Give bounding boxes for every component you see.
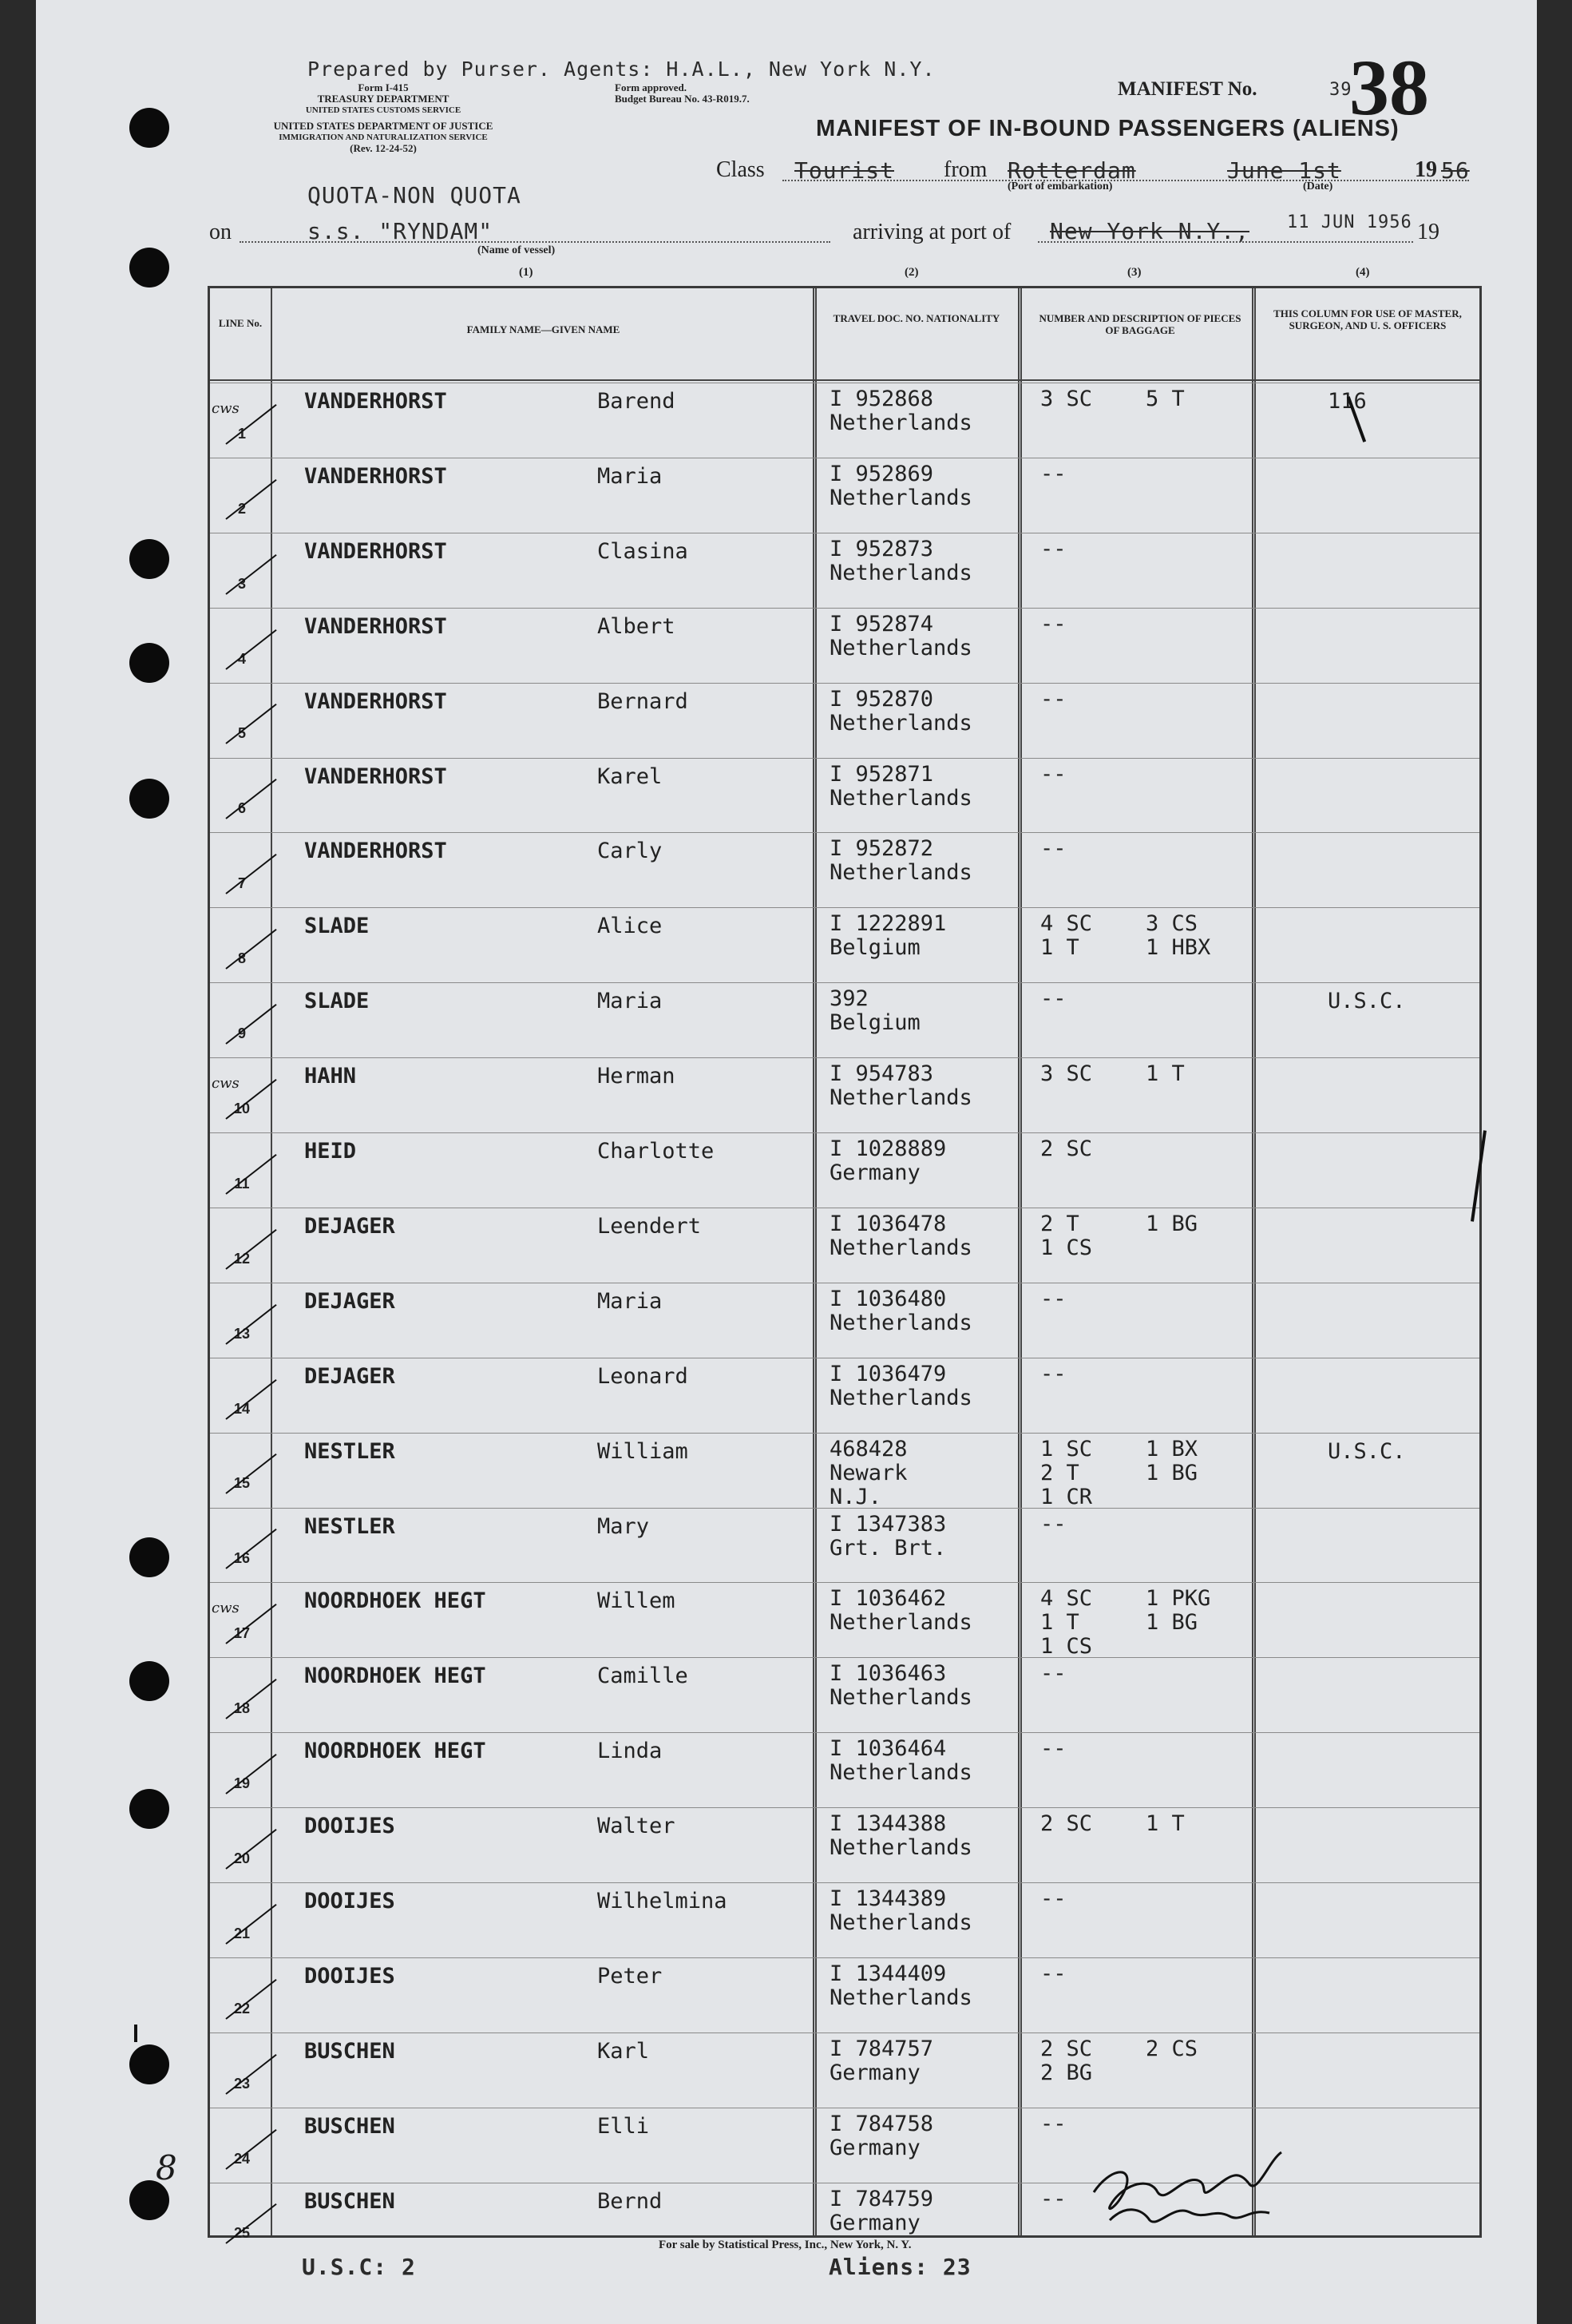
year-value: 56 xyxy=(1441,157,1470,184)
baggage-pieces-extra: 5 T xyxy=(1146,387,1185,411)
row-divider xyxy=(210,1582,1479,1583)
line-number: 6 xyxy=(237,800,246,817)
punch-hole xyxy=(129,2044,169,2084)
row-margin-note: cws xyxy=(212,399,240,417)
baggage-pieces: -- xyxy=(1040,1886,1067,1911)
arrival-port: New York N.Y., xyxy=(1050,218,1250,244)
baggage-pieces: -- xyxy=(1040,686,1067,712)
class-label: Class xyxy=(716,157,765,182)
travel-doc-number: I 784759 xyxy=(830,2186,934,2211)
travel-doc-number: I 784757 xyxy=(830,2036,934,2061)
given-name: Mary xyxy=(597,1513,650,1539)
travel-doc-number: I 952868 xyxy=(830,387,934,411)
given-name: Albert xyxy=(597,613,675,639)
manifest-title: MANIFEST OF IN-BOUND PASSENGERS (ALIENS) xyxy=(816,116,1400,141)
family-name: DEJAGER xyxy=(304,1363,395,1389)
nationality: Netherlands xyxy=(830,1235,972,1260)
embarkation-caption: (Port of embarkation) xyxy=(1008,180,1113,192)
family-name: DEJAGER xyxy=(304,1288,395,1314)
col-header-officers: THIS COLUMN FOR USE OF MASTER, SURGEON, AND U. S. OFFICERS xyxy=(1273,307,1462,331)
nationality: Netherlands xyxy=(830,1385,972,1410)
baggage-pieces: 2 SC xyxy=(1040,1811,1093,1837)
family-name: HEID xyxy=(304,1139,357,1164)
baggage-pieces: 4 SC 1 T 1 CS xyxy=(1040,1586,1093,1660)
travel-doc-number: I 952872 xyxy=(830,836,934,862)
punch-hole xyxy=(129,108,169,148)
passenger-row xyxy=(210,1957,1479,2033)
travel-doc-number: I 952873 xyxy=(830,536,934,561)
passenger-row xyxy=(210,533,1479,608)
line-number: 16 xyxy=(233,1550,251,1567)
family-name: VANDERHORST xyxy=(304,688,447,714)
ins-service: IMMIGRATION AND NATURALIZATION SERVICE xyxy=(279,133,488,142)
punch-hole xyxy=(129,1789,169,1829)
vessel-caption: (Name of vessel) xyxy=(477,244,556,256)
nationality: Netherlands xyxy=(830,560,972,585)
family-name: VANDERHORST xyxy=(304,538,447,564)
family-name: DEJAGER xyxy=(304,1213,395,1239)
travel-doc-number: I 952874 xyxy=(830,611,934,637)
col-header-baggage: NUMBER AND DESCRIPTION OF PIECES OF BAGGAGE xyxy=(1039,312,1241,336)
family-name: BUSCHEN xyxy=(304,2113,395,2139)
family-name: NOORDHOEK HEGT xyxy=(304,1588,486,1614)
baggage-pieces: -- xyxy=(1040,2111,1067,2136)
line-number: 12 xyxy=(233,1250,251,1267)
punch-hole xyxy=(129,643,169,683)
row-divider xyxy=(210,1957,1479,1958)
passenger-row xyxy=(210,1208,1479,1283)
baggage-pieces-extra: 1 BX 1 BG xyxy=(1146,1436,1198,1485)
given-name: Carly xyxy=(597,839,663,864)
line-number: 11 xyxy=(234,1175,250,1192)
family-name: NOORDHOEK HEGT xyxy=(304,1664,486,1689)
baggage-pieces: 2 SC 2 BG xyxy=(1040,2036,1093,2085)
travel-doc-number: I 1344388 xyxy=(830,1811,947,1837)
baggage-pieces: 4 SC 1 T xyxy=(1040,911,1093,961)
aliens-count: Aliens: 23 xyxy=(829,2254,972,2280)
travel-doc-cell xyxy=(830,1812,972,1860)
travel-doc-number: I 1036479 xyxy=(830,1361,947,1386)
baggage-pieces: -- xyxy=(1040,461,1067,486)
prepared-by-line: Prepared by Purser. Agents: H.A.L., New York N.Y. xyxy=(307,58,936,81)
nationality: Netherlands xyxy=(830,1685,972,1711)
family-name: VANDERHORST xyxy=(304,463,447,489)
travel-doc-cell xyxy=(830,837,972,885)
travel-doc-cell xyxy=(830,537,972,585)
line-number: 20 xyxy=(233,1850,251,1866)
header-divider xyxy=(210,379,1479,381)
vessel-name: s.s. "RYNDAM" xyxy=(307,218,493,244)
from-label: from xyxy=(944,157,988,182)
row-divider xyxy=(210,1807,1479,1808)
officer-signature xyxy=(1078,2144,1317,2232)
family-name: NOORDHOEK HEGT xyxy=(304,1739,486,1764)
passenger-row xyxy=(210,1882,1479,1957)
baggage-pieces: 2 T 1 CS xyxy=(1040,1211,1093,1260)
col-number-3: (3) xyxy=(1127,266,1142,279)
nationality: Netherlands xyxy=(830,1760,972,1786)
baggage-pieces: -- xyxy=(1040,1661,1067,1687)
family-name: DOOIJES xyxy=(304,1889,395,1914)
given-name: William xyxy=(597,1438,688,1464)
nationality: Netherlands xyxy=(830,635,972,660)
family-name: VANDERHORST xyxy=(304,389,447,414)
row-divider xyxy=(210,758,1479,759)
given-name: Alice xyxy=(597,914,663,939)
nationality: Netherlands xyxy=(830,710,972,736)
col-number-1: (1) xyxy=(519,266,533,279)
family-name: SLADE xyxy=(304,989,370,1014)
arriving-label: arriving at port of xyxy=(853,220,1012,244)
given-name: Wilhelmina xyxy=(597,1889,727,1914)
nationality: Netherlands xyxy=(830,1310,972,1335)
given-name: Maria xyxy=(597,1288,663,1314)
line-number: 23 xyxy=(233,2075,251,2092)
passenger-row xyxy=(210,1657,1479,1732)
passenger-row xyxy=(210,1508,1479,1583)
travel-doc-cell xyxy=(830,387,972,435)
passenger-row xyxy=(210,758,1479,833)
travel-doc-number: 468428 xyxy=(830,1436,908,1461)
nationality: Germany xyxy=(830,2060,921,2085)
passenger-row xyxy=(210,383,1479,458)
family-name: BUSCHEN xyxy=(304,2038,395,2064)
given-name: Maria xyxy=(597,989,663,1014)
row-divider xyxy=(210,1057,1479,1058)
arrival-dotted-line xyxy=(1038,241,1413,243)
arrival-year-label: 19 xyxy=(1417,220,1439,244)
margin-dash-mark xyxy=(134,2025,137,2042)
officer-note: 116 xyxy=(1328,389,1367,414)
nationality: Belgium xyxy=(830,935,921,961)
line-number: 1 xyxy=(237,425,246,442)
given-name: Charlotte xyxy=(597,1139,715,1164)
passenger-row xyxy=(210,907,1479,982)
embarkation-date: June 1st xyxy=(1227,157,1341,184)
baggage-pieces: 3 SC xyxy=(1040,1061,1093,1087)
travel-doc-cell xyxy=(830,763,972,811)
header-agency-block xyxy=(232,82,535,154)
manifest-number-struck: 39 xyxy=(1329,80,1352,100)
row-margin-note: cws xyxy=(212,1600,240,1617)
row-margin-note: cws xyxy=(212,1074,240,1092)
passenger-row xyxy=(210,1732,1479,1807)
line-number: 4 xyxy=(237,650,246,667)
given-name: Clasina xyxy=(597,538,688,564)
baggage-pieces-extra: 1 T xyxy=(1146,1061,1185,1087)
travel-doc-cell xyxy=(830,1438,908,1509)
baggage-pieces-extra: 1 BG xyxy=(1146,1211,1198,1236)
travel-doc-cell xyxy=(830,1662,972,1710)
embarkation-port: Rotterdam xyxy=(1008,157,1136,184)
baggage-pieces: -- xyxy=(1040,1286,1067,1311)
line-number: 14 xyxy=(233,1400,251,1417)
baggage-pieces: -- xyxy=(1040,1961,1067,1986)
travel-doc-number: I 1036463 xyxy=(830,1661,947,1687)
given-name: Karel xyxy=(597,763,663,789)
usc-count: U.S.C: 2 xyxy=(302,2254,416,2280)
travel-doc-cell xyxy=(830,1362,972,1410)
row-divider xyxy=(210,1508,1479,1509)
given-name: Bernd xyxy=(597,2188,663,2214)
line-number: 19 xyxy=(233,1775,251,1792)
quota-label: QUOTA-NON QUOTA xyxy=(307,182,521,208)
given-name: Maria xyxy=(597,463,663,489)
row-divider xyxy=(210,1433,1479,1434)
baggage-pieces: -- xyxy=(1040,986,1067,1012)
family-name: BUSCHEN xyxy=(304,2188,395,2214)
punch-hole xyxy=(129,539,169,579)
vessel-dotted-line xyxy=(240,241,830,243)
family-name: NESTLER xyxy=(304,1513,395,1539)
travel-doc-number: I 1036478 xyxy=(830,1211,947,1236)
passenger-row xyxy=(210,832,1479,907)
margin-handwritten-mark: 8 xyxy=(156,2148,177,2187)
nationality: Grt. Brt. xyxy=(830,1535,947,1561)
nationality: Netherlands xyxy=(830,485,972,510)
passenger-row xyxy=(210,1582,1479,1660)
travel-doc-number: I 952869 xyxy=(830,461,934,486)
baggage-pieces: 3 SC xyxy=(1040,387,1093,411)
punch-hole xyxy=(129,1661,169,1701)
travel-doc-number: I 784758 xyxy=(830,2111,934,2136)
travel-doc-cell xyxy=(830,2037,933,2085)
line-number: 24 xyxy=(233,2150,251,2167)
form-approved: Form approved. xyxy=(615,81,687,93)
col-header-travel-doc: TRAVEL DOC. NO. NATIONALITY xyxy=(833,312,1000,324)
baggage-pieces: -- xyxy=(1040,536,1067,561)
baggage-pieces-extra: 2 CS xyxy=(1146,2036,1198,2061)
passenger-row xyxy=(210,1283,1479,1358)
travel-doc-number: 392 xyxy=(830,986,869,1012)
line-number: 22 xyxy=(233,2000,251,2017)
class-dotted-line xyxy=(782,180,1469,181)
row-divider xyxy=(210,683,1479,684)
travel-doc-number: I 1344389 xyxy=(830,1886,947,1911)
family-name: DOOIJES xyxy=(304,1814,395,1839)
family-name: SLADE xyxy=(304,914,370,939)
date-caption: (Date) xyxy=(1303,180,1333,192)
travel-doc-number: I 952871 xyxy=(830,761,934,787)
passenger-row xyxy=(210,2033,1479,2108)
travel-doc-cell xyxy=(830,912,946,960)
travel-doc-number: I 1036462 xyxy=(830,1586,947,1612)
row-divider xyxy=(210,1882,1479,1883)
punch-hole xyxy=(129,1537,169,1577)
baggage-pieces: 1 SC 2 T 1 CR xyxy=(1040,1436,1093,1509)
line-number: 5 xyxy=(237,725,246,742)
baggage-pieces: -- xyxy=(1040,1511,1067,1537)
line-number: 13 xyxy=(233,1325,251,1342)
passenger-row xyxy=(210,1057,1479,1132)
travel-doc-cell xyxy=(830,1587,972,1635)
passenger-row xyxy=(210,1132,1479,1208)
justice-dept: UNITED STATES DEPARTMENT OF JUSTICE xyxy=(273,120,493,132)
given-name: Leendert xyxy=(597,1213,702,1239)
given-name: Walter xyxy=(597,1814,675,1839)
travel-doc-cell xyxy=(830,1287,972,1335)
col-header-line-no: LINE No. xyxy=(218,317,263,329)
officer-note: U.S.C. xyxy=(1328,1438,1406,1464)
line-number: 15 xyxy=(233,1475,251,1492)
nationality: Newark N.J. xyxy=(830,1460,908,1509)
travel-doc-cell xyxy=(830,462,972,510)
baggage-pieces: -- xyxy=(1040,611,1067,637)
officer-note: U.S.C. xyxy=(1328,989,1406,1014)
punch-hole xyxy=(129,779,169,819)
travel-doc-cell xyxy=(830,1737,972,1785)
travel-doc-number: I 1222891 xyxy=(830,911,947,937)
line-number: 2 xyxy=(237,500,246,517)
punch-hole xyxy=(129,248,169,288)
given-name: Camille xyxy=(597,1664,688,1689)
col-number-2: (2) xyxy=(905,266,919,279)
manifest-number-label: MANIFEST No. xyxy=(1118,78,1257,100)
manifest-number: 38 xyxy=(1349,43,1429,132)
budget-bureau: Budget Bureau No. 43-R019.7. xyxy=(615,93,750,105)
year-prefix: 19 xyxy=(1415,157,1437,182)
treasury-dept: TREASURY DEPARTMENT xyxy=(317,93,449,105)
travel-doc-cell xyxy=(830,1887,972,1935)
given-name: Elli xyxy=(597,2113,650,2139)
given-name: Bernard xyxy=(597,688,688,714)
travel-doc-number: I 954783 xyxy=(830,1061,934,1087)
family-name: HAHN xyxy=(304,1064,357,1089)
baggage-pieces: -- xyxy=(1040,1736,1067,1762)
travel-doc-cell xyxy=(830,688,972,736)
col-header-name: FAMILY NAME—GIVEN NAME xyxy=(466,323,620,335)
row-divider xyxy=(210,982,1479,983)
travel-doc-cell xyxy=(830,1513,946,1561)
travel-doc-number: I 1028889 xyxy=(830,1136,947,1161)
on-label: on xyxy=(209,220,232,244)
travel-doc-number: I 1036480 xyxy=(830,1286,947,1311)
travel-doc-number: I 1036464 xyxy=(830,1736,947,1762)
revision: (Rev. 12-24-52) xyxy=(350,142,417,154)
given-name: Barend xyxy=(597,389,675,414)
passenger-table xyxy=(208,286,1482,2242)
budget-block xyxy=(615,82,750,105)
baggage-pieces: -- xyxy=(1040,761,1067,787)
baggage-pieces: -- xyxy=(1040,1361,1067,1386)
travel-doc-cell xyxy=(830,1137,946,1185)
travel-doc-cell xyxy=(830,2187,933,2235)
row-divider xyxy=(210,608,1479,609)
row-divider xyxy=(210,1732,1479,1733)
row-divider xyxy=(210,1657,1479,1658)
given-name: Linda xyxy=(597,1739,663,1764)
nationality: Belgium xyxy=(830,1010,921,1036)
baggage-pieces-extra: 1 PKG 1 BG xyxy=(1146,1586,1211,1636)
class-value: Tourist xyxy=(794,157,895,184)
given-name: Herman xyxy=(597,1064,675,1089)
nationality: Netherlands xyxy=(830,860,972,886)
nationality: Germany xyxy=(830,2135,921,2160)
printer-credit: For sale by Statistical Press, Inc., New York, N. Y. xyxy=(659,2239,912,2251)
line-number: 7 xyxy=(237,875,246,892)
family-name: DOOIJES xyxy=(304,1963,395,1989)
row-divider xyxy=(210,1132,1479,1133)
baggage-pieces-extra: 3 CS 1 HBX xyxy=(1146,911,1211,961)
travel-doc-number: I 952870 xyxy=(830,686,934,712)
travel-doc-cell xyxy=(830,1962,972,2010)
baggage-pieces-extra: 1 T xyxy=(1146,1811,1185,1837)
line-number: 10 xyxy=(233,1100,251,1116)
family-name: VANDERHORST xyxy=(304,839,447,864)
nationality: Germany xyxy=(830,1160,921,1185)
passenger-row xyxy=(210,608,1479,683)
row-divider xyxy=(210,907,1479,908)
family-name: VANDERHORST xyxy=(304,613,447,639)
line-number: 3 xyxy=(237,575,246,592)
given-name: Karl xyxy=(597,2038,650,2064)
travel-doc-cell xyxy=(830,613,972,660)
nationality: Netherlands xyxy=(830,785,972,811)
line-number: 18 xyxy=(233,1700,251,1717)
passenger-row xyxy=(210,683,1479,758)
given-name: Peter xyxy=(597,1963,663,1989)
travel-doc-cell xyxy=(830,2112,933,2160)
col-number-4: (4) xyxy=(1356,266,1370,279)
travel-doc-cell xyxy=(830,1212,972,1260)
passenger-row xyxy=(210,982,1479,1057)
travel-doc-cell xyxy=(830,987,921,1035)
nationality: Netherlands xyxy=(830,1085,972,1111)
passenger-row xyxy=(210,1807,1479,1882)
given-name: Leonard xyxy=(597,1363,688,1389)
line-number: 25 xyxy=(233,2225,251,2242)
line-number: 9 xyxy=(237,1025,246,1042)
row-divider xyxy=(210,832,1479,833)
nationality: Germany xyxy=(830,2210,921,2235)
nationality: Netherlands xyxy=(830,1910,972,1935)
travel-doc-cell xyxy=(830,1062,972,1110)
passenger-row xyxy=(210,1433,1479,1508)
nationality: Netherlands xyxy=(830,1610,972,1636)
passenger-row xyxy=(210,1358,1479,1433)
customs-service: UNITED STATES CUSTOMS SERVICE xyxy=(305,105,461,115)
line-number: 21 xyxy=(233,1925,251,1941)
nationality: Netherlands xyxy=(830,410,972,435)
passenger-row xyxy=(210,458,1479,533)
given-name: Willem xyxy=(597,1588,675,1614)
travel-doc-number: I 1344409 xyxy=(830,1961,947,1986)
arrival-date-stamp: 11 JUN 1956 xyxy=(1287,212,1412,232)
family-name: VANDERHORST xyxy=(304,763,447,789)
travel-doc-number: I 1347383 xyxy=(830,1511,947,1537)
form-number: Form I-415 xyxy=(358,81,409,93)
line-number: 17 xyxy=(233,1625,251,1642)
nationality: Netherlands xyxy=(830,1985,972,2010)
family-name: NESTLER xyxy=(304,1438,395,1464)
baggage-pieces: 2 SC xyxy=(1040,1136,1093,1161)
baggage-pieces: -- xyxy=(1040,836,1067,862)
line-number: 8 xyxy=(237,950,246,967)
nationality: Netherlands xyxy=(830,1835,972,1861)
baggage-pieces: -- xyxy=(1040,2186,1067,2211)
